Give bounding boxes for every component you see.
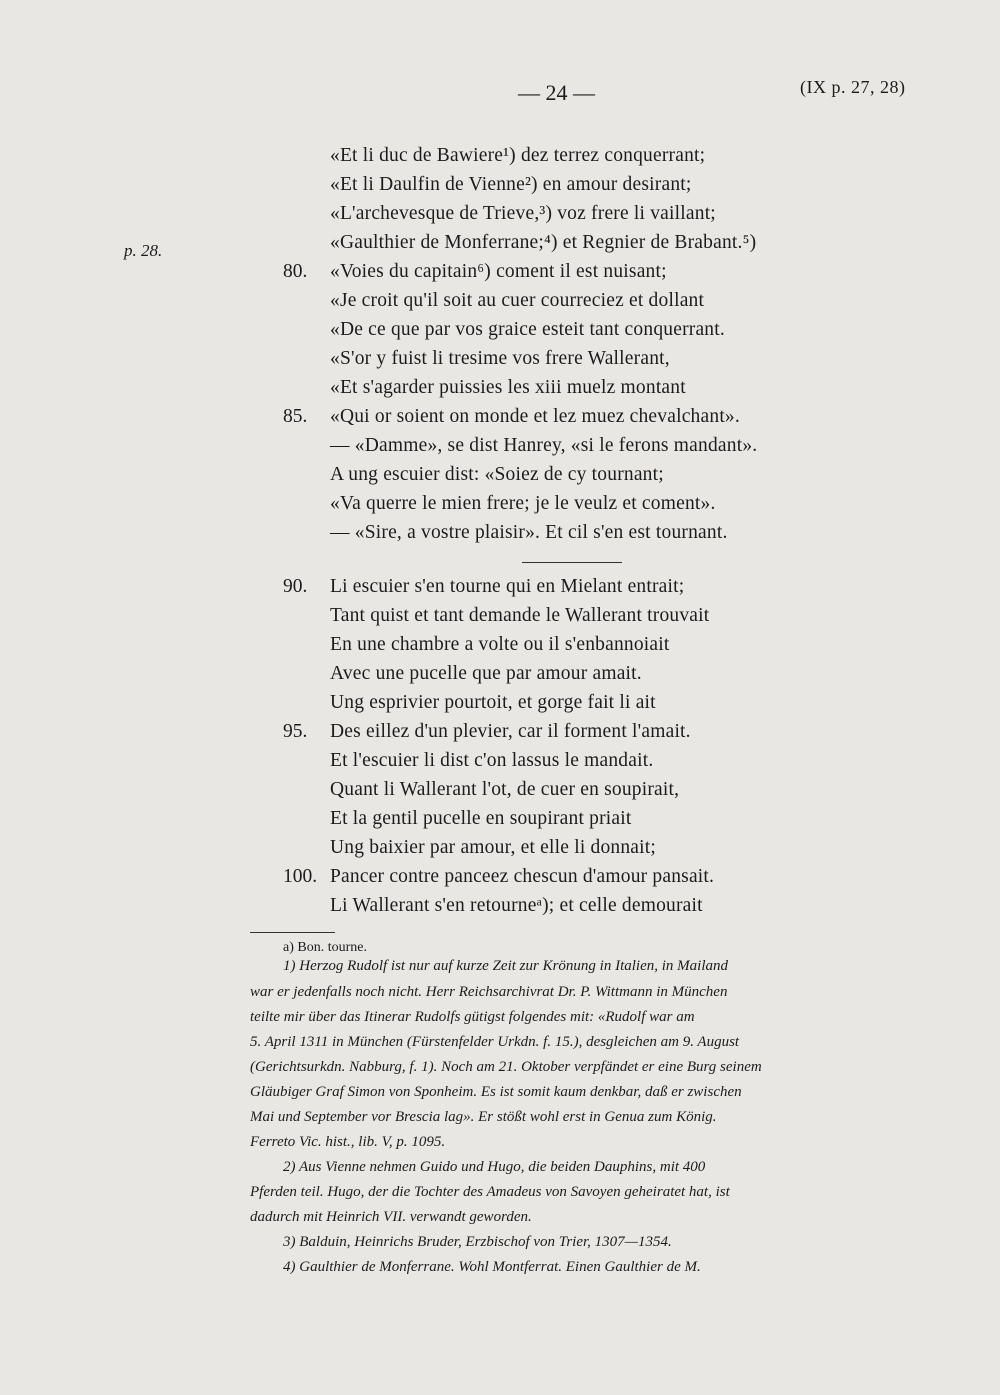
verse-line: Quant li Wallerant l'ot, de cuer en soupirait,	[330, 779, 680, 800]
verse-line: «Et li duc de Bawiere¹) dez terrez conquerrant;	[330, 145, 706, 166]
footnote-1-line: war er jedenfalls noch nicht. Herr Reichsarchivrat Dr. P. Wittmann in München	[250, 984, 728, 1000]
verse-line: «Et s'agarder puissies les xiii muelz montant	[330, 377, 686, 398]
verse-line: «Gaulthier de Monferrane;⁴) et Regnier de Brabant.⁵)	[330, 232, 757, 253]
footnote-4: 4) Gaulthier de Monferrane. Wohl Montferrat. Einen Gaulthier de M.	[283, 1259, 701, 1275]
footnote-1-line: Gläubiger Graf Simon von Sponheim. Es ist somit kaum denkbar, daß er zwischen	[250, 1084, 742, 1100]
margin-page-note: p. 28.	[124, 241, 163, 260]
verse-line: Ung baixier par amour, et elle li donnait;	[330, 837, 657, 858]
verse-line: «Va querre le mien frere; je le veulz et coment».	[330, 493, 716, 514]
footnote-2-line: 2) Aus Vienne nehmen Guido und Hugo, die beiden Dauphins, mit 400	[283, 1159, 706, 1175]
verse-line: «De ce que par vos graice esteit tant conquerrant.	[330, 319, 725, 340]
line-number: 100.	[283, 866, 318, 887]
footnote-1-line: (Gerichtsurkdn. Nabburg, f. 1). Noch am 21. Oktober verpfändet er eine Burg seinem	[250, 1059, 762, 1075]
footnote-3: 3) Balduin, Heinrichs Bruder, Erzbischof von Trier, 1307—1354.	[283, 1234, 672, 1250]
verse-line: Li escuier s'en tourne qui en Mielant entrait;	[330, 576, 685, 597]
footnote-1-line: teilte mir über das Itinerar Rudolfs gütigst folgendes mit: «Rudolf war am	[250, 1009, 695, 1025]
verse-line: «Et li Daulfin de Vienne²) en amour desirant;	[330, 174, 692, 195]
footnote-1-line: 5. April 1311 in München (Fürstenfelder Urkdn. f. 15.), desgleichen am 9. August	[250, 1034, 740, 1050]
page-number: — 24 —	[518, 80, 595, 105]
verse-line: Et l'escuier li dist c'on lassus le mandait.	[330, 750, 654, 771]
section-divider	[522, 562, 622, 563]
footnote-1-line: Ferreto Vic. hist., lib. V, p. 1095.	[250, 1134, 446, 1150]
verse-line: «S'or y fuist li tresime vos frere Wallerant,	[330, 348, 670, 369]
verse-line: Tant quist et tant demande le Wallerant trouvait	[330, 605, 710, 626]
line-number: 90.	[283, 576, 308, 597]
verse-line: Pancer contre panceez chescun d'amour pansait.	[330, 866, 715, 887]
footnote-1-line: 1) Herzog Rudolf ist nur auf kurze Zeit zur Krönung in Italien, in Mailand	[283, 958, 728, 974]
verse-line: — «Sire, a vostre plaisir». Et cil s'en est tournant.	[330, 522, 728, 543]
verse-line: Avec une pucelle que par amour amait.	[330, 663, 642, 684]
verse-line: Ung esprivier pourtoit, et gorge fait li ait	[330, 692, 656, 713]
verse-line: «L'archevesque de Trieve,³) voz frere li vaillant;	[330, 203, 716, 224]
verse-line: «Voies du capitain⁶) coment il est nuisant;	[330, 261, 667, 282]
footnote-1-line: Mai und September vor Brescia lag». Er stößt wohl erst in Genua zum König.	[250, 1109, 717, 1125]
footnote-rule	[250, 932, 335, 933]
verse-line: Li Wallerant s'en retourneᵃ); et celle demourait	[330, 895, 703, 916]
footnote-a: a) Bon. tourne.	[283, 940, 367, 955]
verse-line: Des eillez d'un plevier, car il forment l'amait.	[330, 721, 691, 742]
line-number: 85.	[283, 406, 308, 427]
footnote-2-line: dadurch mit Heinrich VII. verwandt geworden.	[250, 1209, 532, 1225]
verse-line: — «Damme», se dist Hanrey, «si le ferons mandant».	[330, 435, 758, 456]
line-number: 80.	[283, 261, 308, 282]
verse-line: A ung escuier dist: «Soiez de cy tournant;	[330, 464, 664, 485]
page-reference: (IX p. 27, 28)	[800, 77, 906, 97]
line-number: 95.	[283, 721, 308, 742]
footnote-2-line: Pferden teil. Hugo, der die Tochter des Amadeus von Savoyen geheiratet hat, ist	[250, 1184, 730, 1200]
verse-line: «Qui or soient on monde et lez muez chevalchant».	[330, 406, 740, 427]
verse-line: Et la gentil pucelle en soupirant priait	[330, 808, 632, 829]
verse-line: En une chambre a volte ou il s'enbannoiait	[330, 634, 670, 655]
verse-line: «Je croit qu'il soit au cuer courreciez et dollant	[330, 290, 705, 311]
